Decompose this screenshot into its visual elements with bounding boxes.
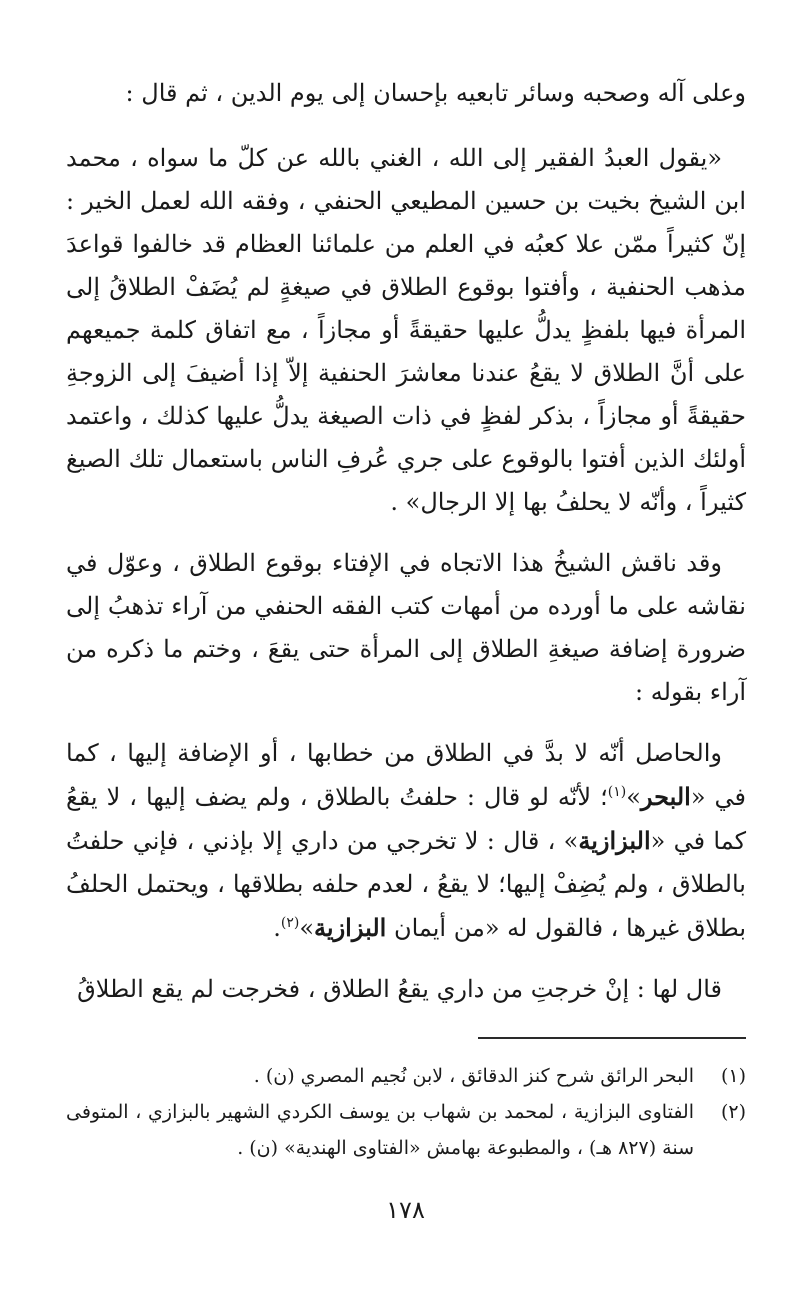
footnote-1-number: (١) [720, 1065, 746, 1087]
footnote-2 [66, 1094, 746, 1166]
footnotes [66, 1058, 746, 1166]
footnote-2-text: الفتاوى البزازية ، لمحمد بن شهاب بن يوسف الكردي الشهير بالبزازي ، المتوفى سنة (٨٢٧ هـ) ، والمطبوعة بهامش «الفتاوى الهندية» (ن) . [66, 1101, 694, 1159]
quoted-fatwa-paragraph: «يقول العبدُ الفقير إلى الله ، الغني بالله عن كلّ ما سواه ، محمد ابن الشيخ بخيت بن حسين المطيعي الحنفي ، وفقه الله لعمل الخير : إنّ كثيراً ممّن علا كعبُه في العلم من علمائنا العظام قد خالفوا قواعدَ مذهب الحنفية ، وأفتوا بوقوع الطلاق في صيغةٍ لم يُضَفْ الطلاقُ إلى المرأة فيها بلفظٍ يدلُّ عليها حقيقةً أو مجازاً ، مع اتفاق كلمة جميعهم على أنَّ الطلاق لا يقعُ عندنا معاشرَ الحنفية إلاّ إذا أضيفَ إلى الزوجةِ حقيقةً أو مجازاً ، بذكر لفظٍ في ذات الصيغة يدلُّ عليها كذلك ، واعتمد أولئك الذين أفتوا بالوقوع على جري عُرفِ الناس باستعمال تلك الصيغ كثيراً ، وأنّه لا يحلفُ بها إلا الرجال» . [66, 144, 746, 516]
conclusion-text-a: والحاصل أنّه لا بدَّ في الطلاق من خطابها ، أو الإضافة إليها ، كما في « [66, 739, 747, 811]
footnote-ref-2[interactable]: (٢) [280, 915, 300, 931]
continuation-paragraph: قال لها : إنْ خرجتِ من داري يقعُ الطلاق ، فخرجت لم يقع الطلاقُ [77, 975, 722, 1003]
bahr-reference: البحر [640, 782, 691, 811]
conclusion-text-d: » ، قال : لا تخرجي من داري إلا بإذني ، فإني حلفتُ بالطلاق ، ولم يُضِفْ إليها؛ لا يقعُ ، لعدم حلفه بطلاقها ، ويحتمل الحلفُ بطلاق غيرها ، فالقول له «من أيمان [66, 827, 746, 942]
bazzaziya-reference-2: البزازية [314, 913, 387, 942]
footnote-separator [66, 1037, 746, 1039]
footnote-ref-1[interactable]: (١) [607, 784, 627, 800]
footnote-rule-line [478, 1037, 746, 1039]
conclusion-paragraph [66, 732, 746, 950]
bazzaziya-reference: البزازية [578, 826, 651, 855]
opening-line: وعلى آله وصحبه وسائر تابعيه بإحسان إلى يوم الدين ، ثم قال : [125, 79, 746, 107]
footnote-1-text: البحر الرائق شرح كنز الدقائق ، لابن نُجيم المصري (ن) . [253, 1065, 694, 1087]
footnote-2-number: (٢) [720, 1101, 746, 1123]
discussion-paragraph: وقد ناقش الشيخُ هذا الاتجاه في الإفتاء بوقوع الطلاق ، وعوّل في نقاشه على ما أورده من أمهات كتب الفقه الحنفي من آراء تذهبُ إلى ضرورة إضافة صيغةِ الطلاق إلى المرأة حتى يقعَ ، وختم ما ذكره من آراء بقوله : [66, 549, 746, 706]
page-number: ١٧٨ [386, 1196, 425, 1224]
conclusion-text-c: ؛ لأنّه لو قال : حلفتُ بالطلاق ، ولم يضف إليها ، لا يقعُ كما في « [66, 783, 746, 855]
page-body [66, 72, 746, 1011]
conclusion-text-b: » [626, 783, 641, 811]
footnote-1 [66, 1058, 746, 1094]
conclusion-text-e: » [299, 914, 315, 942]
conclusion-text-f: . [273, 914, 281, 942]
